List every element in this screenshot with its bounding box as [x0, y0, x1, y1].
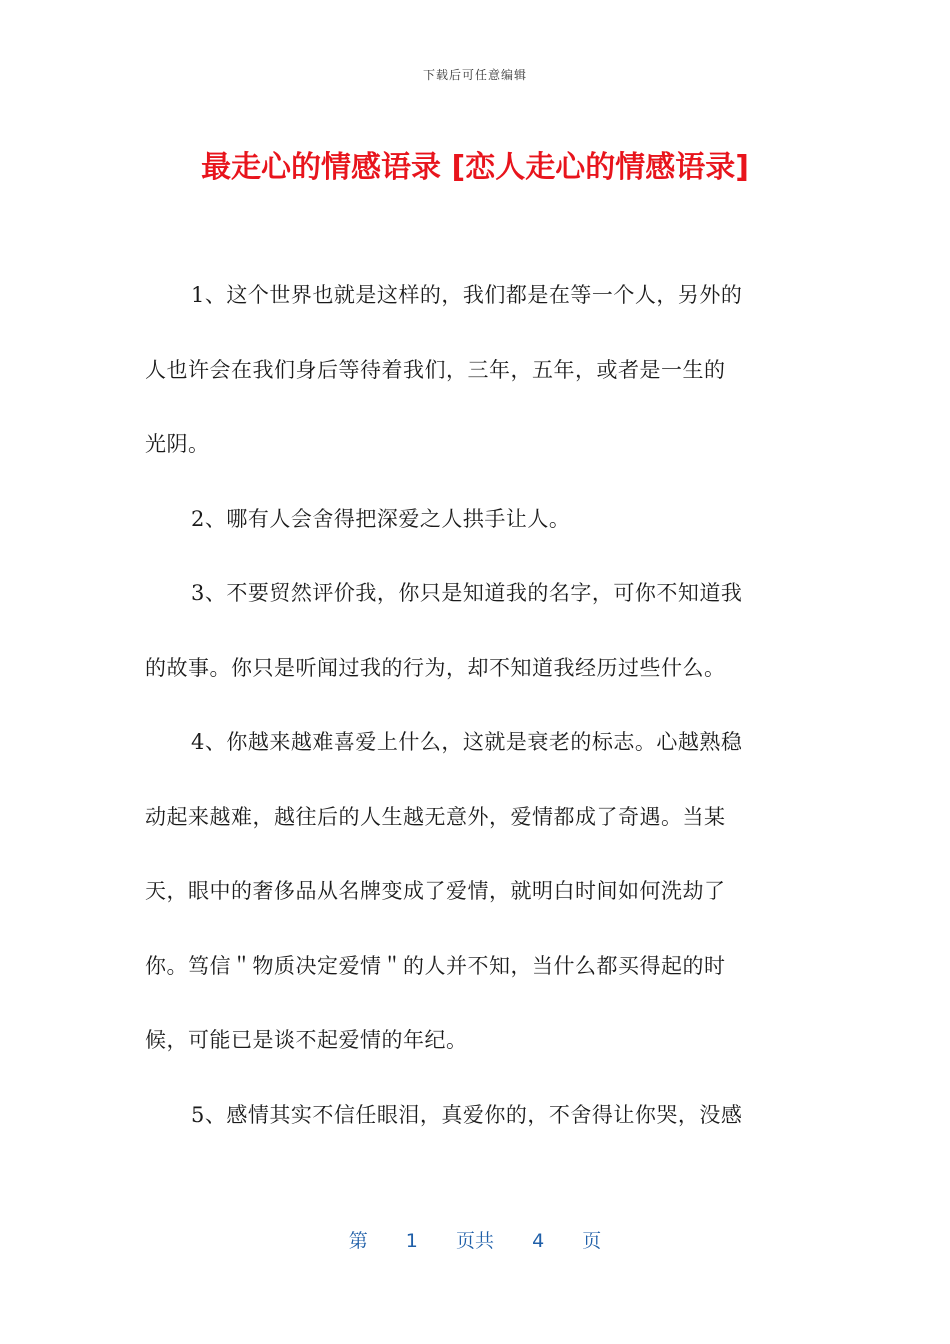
footer-current-page: 1 [405, 1230, 418, 1252]
footer-total-pages: 4 [532, 1230, 545, 1252]
footer-suffix: 页 [582, 1230, 602, 1252]
body-line: 2、哪有人会舍得把深爱之人拱手让人。 [191, 506, 571, 531]
footer-middle: 页共 [455, 1230, 494, 1252]
header-note: 下载后可任意编辑 [422, 68, 527, 82]
body-line: 3、不要贸然评价我，你只是知道我的名字，可你不知道我 [191, 581, 743, 605]
body-line: 人也许会在我们身后等待着我们，三年，五年，或者是一生的 [145, 357, 726, 382]
body-line: 候，可能已是谈不起爱情的年纪。 [145, 1028, 468, 1052]
body-line: 的故事。你只是听闻过我的行为，却不知道我经历过些什么。 [145, 655, 726, 680]
body-line: 4、你越来越难喜爱上什么，这就是衰老的标志。心越熟稳 [191, 730, 743, 754]
body-line: 动起来越难，越往后的人生越无意外，爱情都成了奇遇。当某 [145, 804, 726, 829]
document-title: 最走心的情感语录 [恋人走心的情感语录] [201, 150, 749, 185]
document-body [145, 258, 805, 1152]
body-line: 天，眼中的奢侈品从名牌变成了爱情，就明白时间如何洗劫了 [145, 879, 726, 903]
page-footer [0, 1226, 950, 1253]
body-line: 5、感情其实不信任眼泪，真爱你的，不舍得让你哭，没感 [191, 1102, 743, 1127]
body-line: 光阴。 [145, 432, 210, 456]
body-line: 1、这个世界也就是这样的，我们都是在等一个人，另外的 [191, 283, 743, 307]
footer-prefix: 第 [348, 1230, 368, 1252]
body-line: 你。笃信＂物质决定爱情＂的人并不知，当什么都买得起的时 [145, 953, 726, 978]
